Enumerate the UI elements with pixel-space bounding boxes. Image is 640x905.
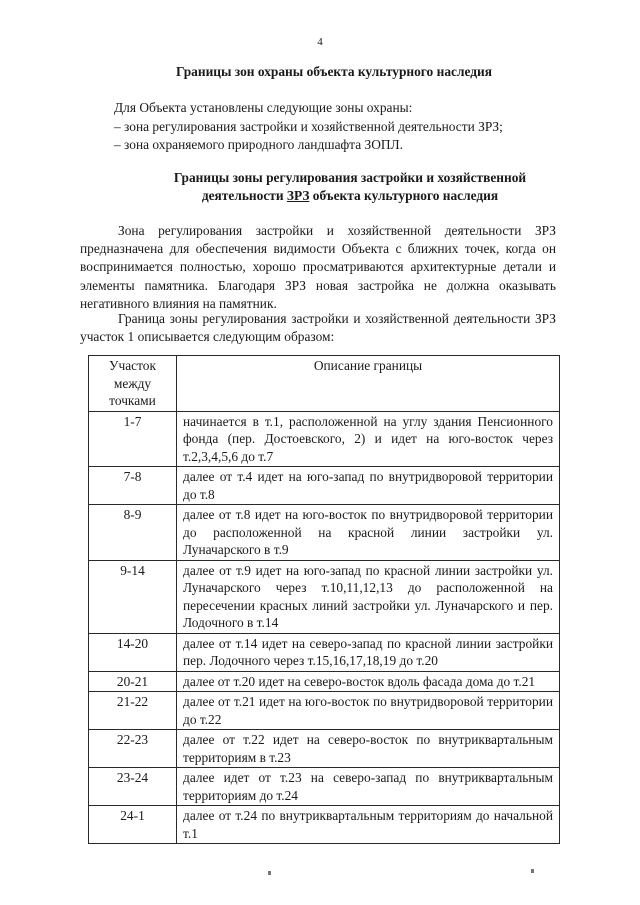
boundary-table [88,355,560,844]
segment-cell: 8-9 [89,505,177,561]
description-cell: далее от т.24 по внутриквартальным территориям до начальной т.1 [177,806,560,844]
table-row [89,467,560,505]
scan-mark [268,871,271,875]
header-description: Описание границы [177,356,560,412]
table-row [89,411,560,467]
table-header-row [89,356,560,412]
description-cell: далее от т.9 идет на юго-запад по красной линии застройки ул. Луначарского через т.10,11,12,13 до расположенной на пересечении красных линий застройки ул. Луначарского и пер. Лодочного в т.14 [177,560,560,633]
description-cell: далее от т.4 идет на юго-запад по внутридворовой территории до т.8 [177,467,560,505]
description-cell: далее идет от т.23 на северо-запад по внутриквартальным территориям до т.24 [177,768,560,806]
description-cell: далее от т.21 идет на юго-восток по внутридворовой территории до т.22 [177,692,560,730]
segment-cell: 14-20 [89,633,177,671]
table-row [89,633,560,671]
section-title-prefix: деятельности [201,188,287,203]
table-row [89,692,560,730]
boundary-intro-paragraph: Граница зоны регулирования застройки и хозяйственной деятельности ЗРЗ участок 1 описывается следующим образом: [80,311,556,345]
segment-cell: 20-21 [89,671,177,692]
section-title-suffix: объекта культурного наследия [309,188,499,203]
table-row [89,671,560,692]
section-title [0,169,640,205]
section-title-line1: Границы зоны регулирования застройки и хозяйственной [173,170,527,185]
scan-mark [531,869,534,873]
zone-list-item: – зона регулирования застройки и хозяйственной деятельности ЗРЗ; [114,118,503,134]
description-cell: далее от т.8 идет на юго-восток по внутридворовой территории до расположенной на красной линии застройки ул. Луначарского в т.9 [177,505,560,561]
segment-cell: 1-7 [89,411,177,467]
zone-list-item: – зона охраняемого природного ландшафта ЗОПЛ. [114,137,403,152]
table-row [89,560,560,633]
segment-cell: 9-14 [89,560,177,633]
description-cell: далее от т.22 идет на северо-восток по внутриквартальным территориям в т.23 [177,730,560,768]
segment-cell: 7-8 [89,467,177,505]
table-row [89,505,560,561]
segment-cell: 24-1 [89,806,177,844]
description-cell: далее от т.20 идет на северо-восток вдоль фасада дома до т.21 [177,671,560,692]
table-row [89,730,560,768]
segment-cell: 21-22 [89,692,177,730]
section-title-line2 [0,187,640,205]
table-row [89,806,560,844]
header-segment: Участок между точками [89,356,177,412]
description-cell: далее от т.14 идет на северо-запад по красной линии застройки пер. Лодочного через т.15,16,17,18,19 до т.20 [177,633,560,671]
zone-abbreviation: ЗРЗ [286,188,310,203]
page-number: 4 [317,36,323,48]
intro-lead: Для Объекта установлены следующие зоны охраны: [114,100,413,115]
zone-purpose-paragraph: Зона регулирования застройки и хозяйственной деятельности ЗРЗ предназначена для обеспечения видимости Объекта с ближних точек, когда он воспринимается полностью, хорошо просматриваются архитектурные детали и элементы памятника. Благодаря ЗРЗ новая застройка не должна оказывать негативного влияния на памятник. [80,223,556,311]
document-title: Границы зон охраны объекта культурного наследия [176,64,492,79]
segment-cell: 23-24 [89,768,177,806]
protection-zones-intro [114,99,503,155]
segment-cell: 22-23 [89,730,177,768]
table-row [89,768,560,806]
description-cell: начинается в т.1, расположенной на углу здания Пенсионного фонда (пер. Достоевского, 2) и идет на юго-восток через т.2,3,4,5,6 до т.7 [177,411,560,467]
